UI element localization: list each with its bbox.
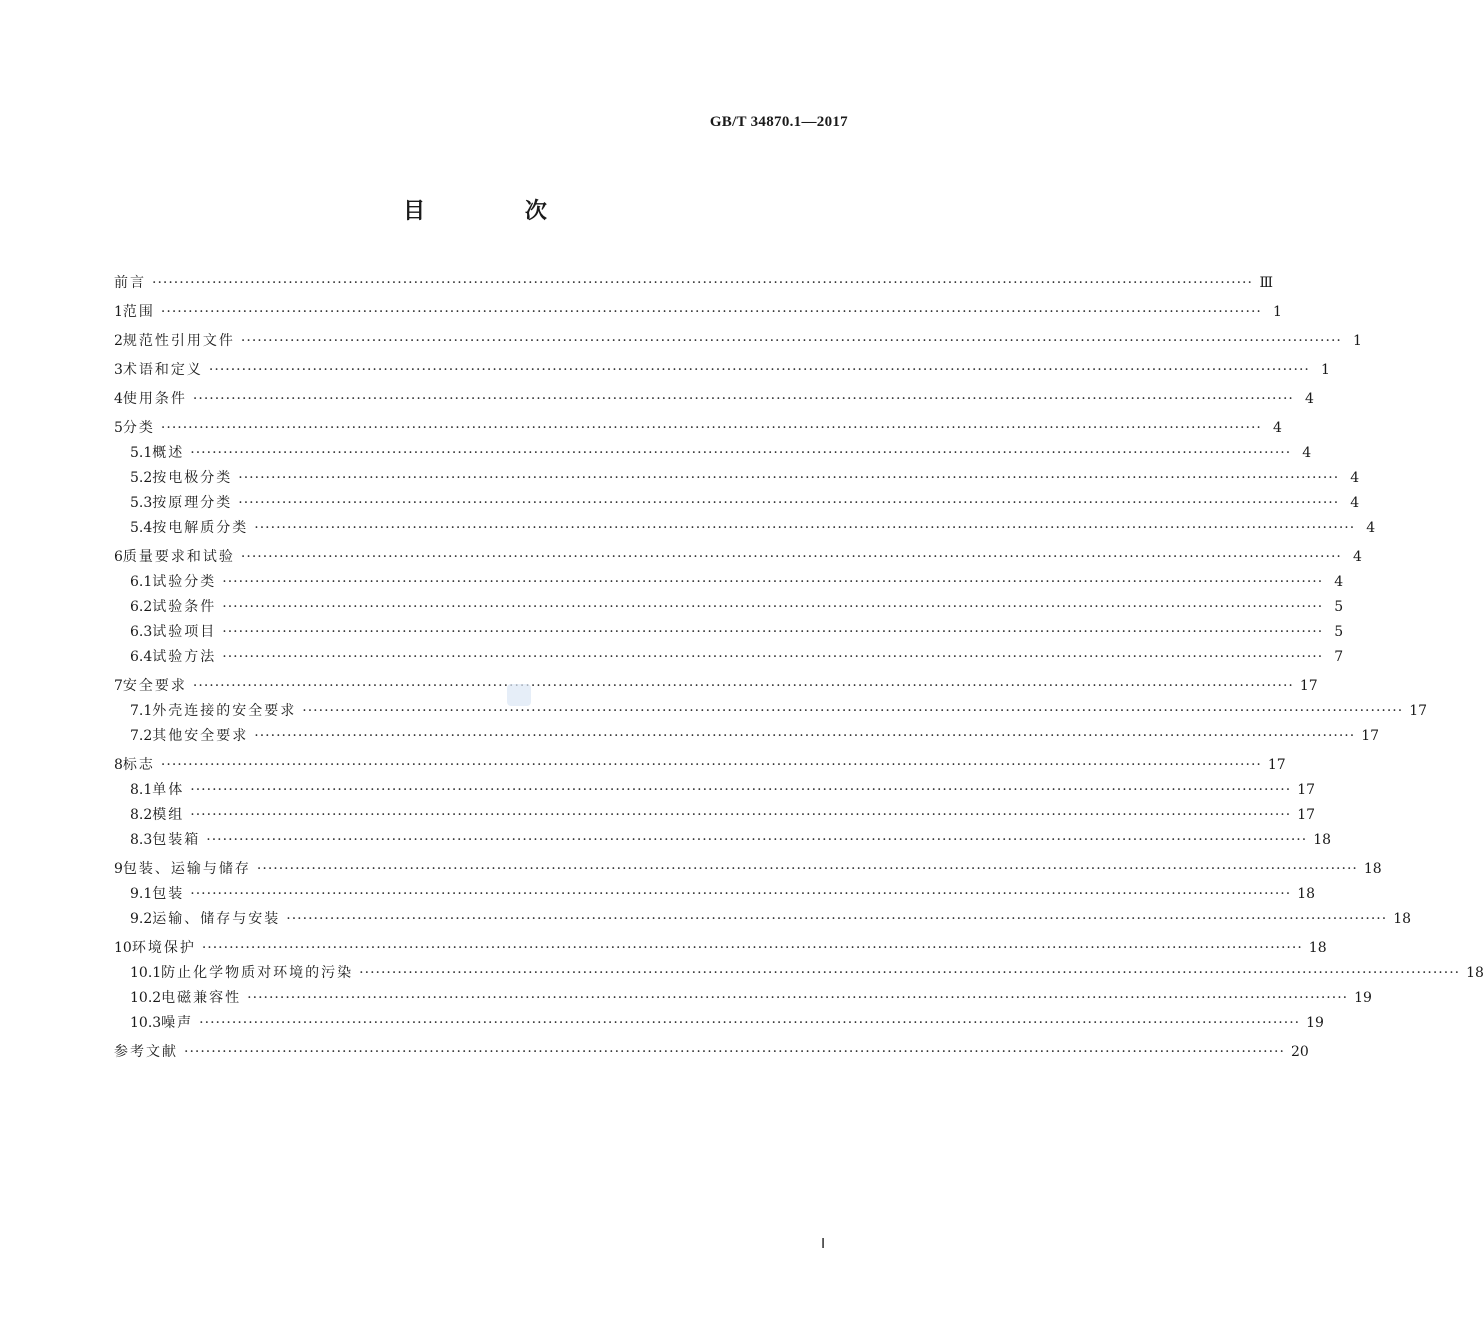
toc-entry[interactable] [114, 724, 1380, 749]
toc-entry-page: 4 [1334, 574, 1344, 590]
toc-entry-page: 19 [1354, 990, 1372, 1006]
toc-entry-page: 1 [1272, 304, 1282, 320]
toc-entry-page: 4 [1350, 470, 1360, 486]
toc-entry-page: 7 [1334, 649, 1344, 665]
toc-entry-label: 分类 [122, 420, 155, 436]
toc-leader-dots [161, 753, 1262, 778]
toc-leader-dots [190, 882, 1291, 907]
toc-entry-label: 规范性引用文件 [122, 333, 235, 349]
table-of-contents [114, 271, 1484, 1065]
toc-entry-number: 9.2 [130, 911, 153, 927]
toc-leader-dots [241, 329, 1342, 354]
toc-entry-page: 5 [1334, 624, 1344, 640]
toc-entry-page: 4 [1304, 391, 1314, 407]
toc-entry-label: 质量要求和试验 [122, 549, 235, 565]
toc-entry-page: 1 [1320, 362, 1330, 378]
toc-entry-page: 4 [1272, 420, 1282, 436]
toc-leader-dots [254, 516, 1355, 541]
toc-entry-label: 试验分类 [152, 574, 217, 590]
toc-leader-dots [241, 545, 1342, 570]
toc-entry-number: 10 [114, 940, 132, 956]
toc-entry-label: 单体 [152, 782, 185, 798]
toc-entry[interactable] [114, 907, 1412, 932]
toc-entry[interactable] [114, 300, 1282, 325]
toc-entry[interactable] [114, 828, 1332, 853]
toc-entry[interactable] [114, 986, 1372, 1011]
toc-leader-dots [222, 570, 1323, 595]
toc-entry-number: 2 [114, 333, 123, 349]
toc-entry-label: 按电极分类 [152, 470, 233, 486]
toc-entry-page: 19 [1306, 1015, 1324, 1031]
toc-entry-number: 4 [114, 391, 123, 407]
toc-entry-label: 电磁兼容性 [161, 990, 242, 1006]
toc-entry-number: 9 [114, 861, 123, 877]
standard-code: GB/T 34870.1—2017 [709, 114, 848, 130]
toc-entry-label: 试验项目 [152, 624, 217, 640]
toc-entry-label: 标志 [122, 757, 155, 773]
toc-entry-number: 6.4 [130, 649, 153, 665]
toc-entry-label: 防止化学物质对环境的污染 [161, 965, 354, 981]
toc-entry-page: 1 [1352, 333, 1362, 349]
toc-leader-dots [190, 803, 1291, 828]
toc-entry-label: 运输、储存与安装 [152, 911, 281, 927]
toc-entry[interactable] [114, 329, 1362, 354]
toc-leader-dots [190, 778, 1291, 803]
toc-leader-dots [184, 1040, 1285, 1065]
toc-entry-page: 18 [1393, 911, 1412, 927]
toc-entry[interactable] [114, 466, 1360, 491]
toc-entry-page: 17 [1361, 728, 1380, 744]
toc-entry-page: 4 [1302, 445, 1312, 461]
toc-leader-dots [247, 986, 1348, 1011]
toc-entry-number: 6.2 [130, 599, 153, 615]
toc-leader-dots [161, 416, 1262, 441]
toc-entry[interactable] [114, 1011, 1324, 1036]
toc-leader-dots [238, 466, 1339, 491]
toc-entry-number: 8.3 [130, 832, 153, 848]
toc-entry[interactable] [114, 441, 1312, 466]
toc-entry[interactable] [114, 570, 1344, 595]
toc-leader-dots [254, 724, 1355, 749]
toc-entry-label: 包装、运输与储存 [122, 861, 251, 877]
toc-entry-label: 包装箱 [152, 832, 201, 848]
toc-leader-dots [193, 674, 1294, 699]
toc-entry-number: 8 [114, 757, 123, 773]
toc-leader-dots [152, 271, 1253, 296]
toc-entry[interactable] [114, 936, 1327, 961]
toc-entry-page: 5 [1334, 599, 1344, 615]
toc-entry-number: 5.2 [130, 470, 153, 486]
toc-leader-dots [238, 491, 1339, 516]
toc-leader-dots [206, 828, 1307, 853]
toc-entry-page: 4 [1352, 549, 1362, 565]
toc-entry-page: 4 [1350, 495, 1360, 511]
toc-entry-page: 17 [1297, 782, 1316, 798]
toc-entry[interactable] [114, 699, 1428, 724]
toc-entry-label: 按原理分类 [152, 495, 233, 511]
toc-entry-page: 18 [1313, 832, 1332, 848]
toc-entry-label: 使用条件 [122, 391, 187, 407]
toc-title: 目 次 [403, 199, 593, 224]
toc-leader-dots [161, 300, 1262, 325]
toc-entry[interactable] [114, 778, 1316, 803]
toc-entry-number: 1 [114, 304, 123, 320]
watermark-logo-icon [507, 684, 531, 706]
toc-entry-page: 18 [1297, 886, 1316, 902]
toc-entry-label: 按电解质分类 [152, 520, 249, 536]
toc-entry-label: 试验方法 [152, 649, 217, 665]
toc-entry-page: 4 [1366, 520, 1376, 536]
toc-entry-number: 5.4 [130, 520, 153, 536]
toc-entry-number: 10.2 [130, 990, 162, 1006]
toc-leader-dots [222, 645, 1323, 670]
toc-leader-dots [202, 936, 1303, 961]
toc-entry[interactable] [114, 961, 1484, 986]
toc-leader-dots [199, 1011, 1300, 1036]
toc-leader-dots [286, 907, 1387, 932]
toc-entry-page: Ⅲ [1259, 275, 1273, 291]
toc-entry-number: 7 [114, 678, 123, 694]
toc-entry-label: 噪声 [161, 1015, 194, 1031]
toc-entry-page: 17 [1299, 678, 1318, 694]
toc-entry[interactable] [114, 882, 1316, 907]
toc-entry-number: 6.3 [130, 624, 153, 640]
toc-entry[interactable] [114, 358, 1330, 383]
toc-leader-dots [302, 699, 1403, 724]
toc-entry[interactable] [114, 416, 1282, 441]
toc-entry-label: 包装 [152, 886, 185, 902]
toc-entry[interactable] [114, 803, 1316, 828]
toc-entry-number: 10.3 [130, 1015, 162, 1031]
toc-entry-label: 术语和定义 [122, 362, 203, 378]
toc-entry-number: 5.1 [130, 445, 153, 461]
toc-entry-label: 环境保护 [131, 940, 196, 956]
toc-leader-dots [193, 387, 1294, 412]
toc-entry[interactable] [114, 620, 1344, 645]
toc-entry[interactable] [114, 674, 1318, 699]
toc-entry[interactable] [114, 271, 1273, 296]
toc-entry-page: 18 [1363, 861, 1382, 877]
toc-entry[interactable] [114, 753, 1286, 778]
toc-entry-page: 17 [1267, 757, 1286, 773]
toc-leader-dots [222, 620, 1323, 645]
toc-entry-number: 8.1 [130, 782, 153, 798]
toc-entry-label: 其他安全要求 [152, 728, 249, 744]
toc-entry[interactable] [114, 545, 1362, 570]
toc-entry-page: 20 [1290, 1044, 1309, 1060]
toc-entry-page: 17 [1409, 703, 1428, 719]
toc-entry[interactable] [114, 516, 1376, 541]
toc-entry-page: 18 [1466, 965, 1484, 981]
toc-entry-page: 18 [1308, 940, 1327, 956]
toc-entry-number: 5.3 [130, 495, 153, 511]
toc-entry-number: 6 [114, 549, 123, 565]
toc-entry[interactable] [114, 857, 1382, 882]
toc-leader-dots [257, 857, 1358, 882]
toc-entry-label: 概述 [152, 445, 185, 461]
toc-entry-label: 安全要求 [122, 678, 187, 694]
toc-leader-dots [190, 441, 1291, 466]
page-number: Ⅰ [821, 1237, 826, 1252]
toc-entry-label: 范围 [122, 304, 155, 320]
toc-entry-number: 9.1 [130, 886, 153, 902]
toc-entry-number: 7.2 [130, 728, 153, 744]
toc-entry-label: 模组 [152, 807, 185, 823]
toc-entry-number: 3 [114, 362, 123, 378]
toc-entry-label: 试验条件 [152, 599, 217, 615]
toc-entry-label: 前言 [114, 275, 146, 291]
toc-entry-number: 5 [114, 420, 123, 436]
toc-entry[interactable] [114, 387, 1314, 412]
toc-leader-dots [359, 961, 1460, 986]
toc-entry[interactable] [114, 595, 1344, 620]
toc-leader-dots [209, 358, 1310, 383]
toc-entry[interactable] [114, 1040, 1309, 1065]
toc-entry-page: 17 [1297, 807, 1316, 823]
toc-entry-number: 8.2 [130, 807, 153, 823]
toc-entry-number: 10.1 [130, 965, 162, 981]
toc-entry-number: 6.1 [130, 574, 153, 590]
toc-entry-number: 7.1 [130, 703, 153, 719]
toc-leader-dots [222, 595, 1323, 620]
toc-entry-label: 参考文献 [114, 1044, 178, 1060]
toc-entry-label: 外壳连接的安全要求 [152, 703, 297, 719]
toc-entry[interactable] [114, 491, 1360, 516]
toc-entry[interactable] [114, 645, 1344, 670]
